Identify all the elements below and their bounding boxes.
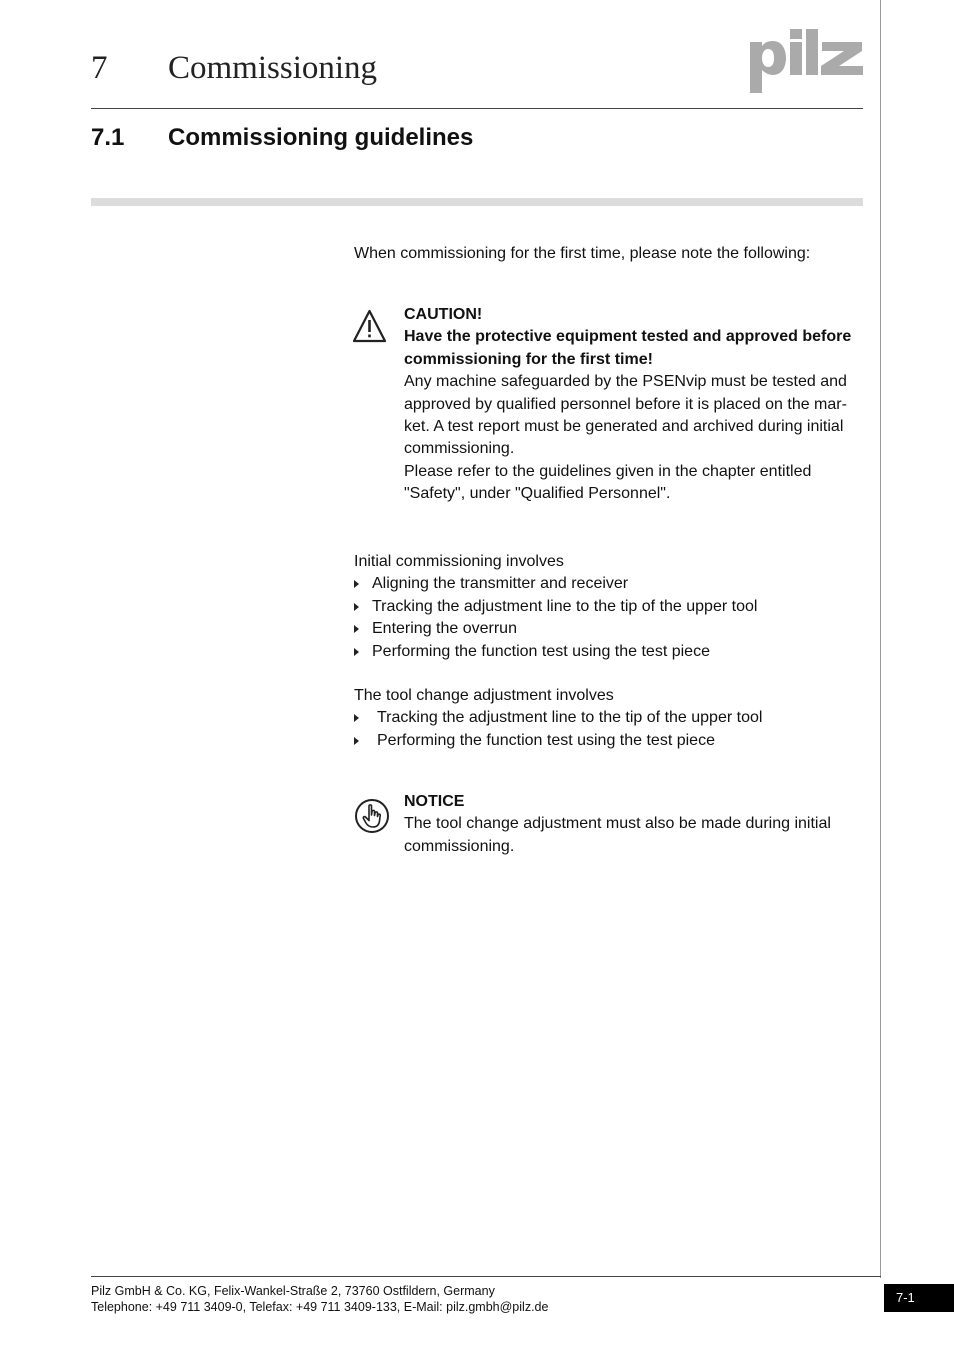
list-item-text: Entering the overrun xyxy=(372,620,517,638)
list-item xyxy=(354,573,864,595)
bullet-arrow-icon xyxy=(354,737,359,745)
section-number: 7.1 xyxy=(91,124,125,151)
caution-heading: CAUTION! xyxy=(404,306,483,323)
notice-box xyxy=(404,791,864,858)
margin-rule xyxy=(880,0,881,1278)
list-item-text: Performing the function test using the test piece xyxy=(372,642,710,660)
initial-list xyxy=(354,573,864,663)
warning-triangle-icon xyxy=(352,309,387,344)
chapter-number: 7 xyxy=(91,50,108,86)
list-item xyxy=(354,618,864,640)
footer-rule xyxy=(91,1276,881,1277)
caution-line: ket. A test report must be generated and archived during initial xyxy=(404,418,844,436)
list-item-text: Tracking the adjustment line to the tip of the upper tool xyxy=(377,709,763,727)
notice-heading: NOTICE xyxy=(404,793,465,810)
caution-line: "Safety", under "Qualified Personnel". xyxy=(404,485,671,503)
caution-bold-line: commissioning for the first time! xyxy=(404,350,653,368)
page-number: 7-1 xyxy=(884,1284,954,1312)
tool-change-block xyxy=(354,685,864,752)
notice-line: The tool change adjustment must also be made during initial xyxy=(404,815,831,833)
bullet-arrow-icon xyxy=(354,603,359,611)
bullet-arrow-icon xyxy=(354,625,359,633)
footer-line-contact: Telephone: +49 711 3409-0, Telefax: +49 711 3409-133, E-Mail: pilz.gmbh@pilz.de xyxy=(91,1300,549,1314)
bullet-arrow-icon xyxy=(354,580,359,588)
intro-paragraph: When commissioning for the first time, please note the following: xyxy=(354,245,811,262)
bullet-arrow-icon xyxy=(354,714,359,722)
initial-intro: Initial commissioning involves xyxy=(354,553,564,570)
toolchange-list xyxy=(354,707,864,752)
section-title: Commissioning guidelines xyxy=(168,124,474,151)
toolchange-intro: The tool change adjustment involves xyxy=(354,687,614,704)
list-item xyxy=(354,707,864,729)
caution-line: Please refer to the guidelines given in the chapter entitled xyxy=(404,462,812,480)
list-item-text: Tracking the adjustment line to the tip of the upper tool xyxy=(372,597,758,615)
caution-line: Any machine safeguarded by the PSENvip must be tested and xyxy=(404,373,847,391)
header-rule xyxy=(91,108,863,109)
list-item xyxy=(354,641,864,663)
footer-address xyxy=(91,1283,548,1315)
bullet-arrow-icon xyxy=(354,648,359,656)
caution-line: approved by qualified personnel before it is placed on the mar- xyxy=(404,395,847,413)
list-item xyxy=(354,596,864,618)
list-item-text: Aligning the transmitter and receiver xyxy=(372,575,629,593)
list-item xyxy=(354,730,864,752)
section-divider xyxy=(91,198,863,206)
list-item-text: Performing the function test using the test piece xyxy=(377,731,715,749)
caution-box xyxy=(404,304,864,506)
notice-line: commissioning. xyxy=(404,837,515,855)
caution-line: commissioning. xyxy=(404,440,515,458)
initial-commissioning-block xyxy=(354,551,864,663)
pointing-hand-icon xyxy=(354,798,390,834)
caution-bold-line: Have the protective equipment tested and approved before xyxy=(404,328,852,346)
footer-line-address: Pilz GmbH & Co. KG, Felix-Wankel-Straße 2, 73760 Ostfildern, Germany xyxy=(91,1284,495,1298)
pilz-logo xyxy=(748,28,865,94)
chapter-title: Commissioning xyxy=(168,50,378,86)
